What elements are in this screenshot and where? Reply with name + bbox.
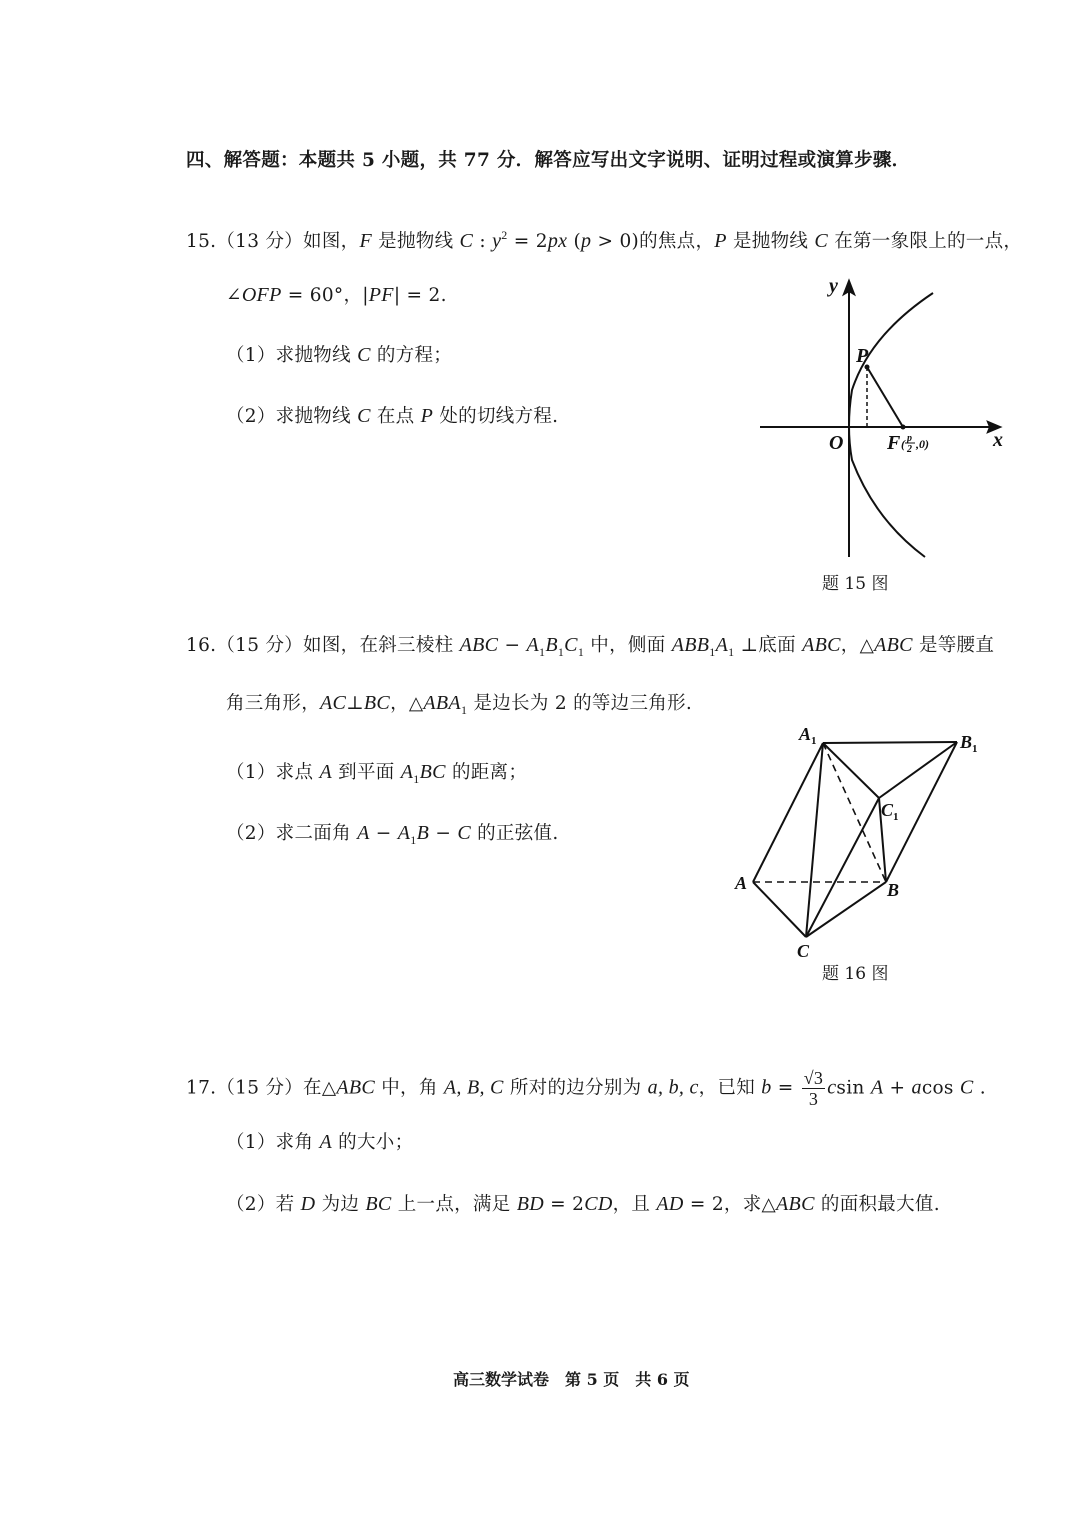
math-symbol: C <box>959 1076 974 1099</box>
F-open-paren: ( <box>901 437 905 451</box>
text-segment: − <box>429 823 458 844</box>
text-segment: − <box>369 823 398 844</box>
vertex-A1-label: $A_1$ <box>799 724 817 747</box>
math-symbol: AD <box>656 1193 684 1215</box>
math-subscript: 1 <box>539 645 546 659</box>
fraction-numerator: √3 <box>803 1068 824 1088</box>
F-coord-rest: ,0) <box>916 437 929 451</box>
point-F-label: F <box>887 432 901 454</box>
math-subscript: 1 <box>413 772 420 786</box>
text-segment: − <box>498 635 527 656</box>
vertex-C-label: C <box>797 941 810 961</box>
math-symbol: OFP <box>241 284 282 306</box>
math-symbol: A <box>715 634 729 656</box>
math-symbol: C <box>814 230 829 252</box>
text-segment: （2）若 <box>226 1194 301 1215</box>
math-subscript: 1 <box>728 645 735 659</box>
math-symbol: C <box>457 822 471 844</box>
math-symbol: PF <box>368 284 394 306</box>
figure-16-prism <box>753 742 957 937</box>
math-symbol: ABA <box>423 692 461 714</box>
text-segment: 所对的边分别为 <box>503 1077 648 1099</box>
math-symbol: P <box>420 405 434 427</box>
text-segment: 16.（15 分）如图，在斜三棱柱 <box>186 635 460 656</box>
text-segment: + <box>883 1077 912 1099</box>
math-symbol: C <box>357 405 371 427</box>
text-segment: 的正弦值. <box>470 823 559 844</box>
math-symbol: ABC <box>776 1193 815 1215</box>
text-segment: ，△ <box>390 693 424 714</box>
math-symbol: BD <box>516 1193 544 1215</box>
text-segment: 上一点，满足 <box>391 1194 517 1215</box>
math-symbol: b <box>761 1076 772 1099</box>
text-segment: 四、解答题：本题共 5 小题，共 77 分．解答应写出文字说明、证明过程或演算步骤． <box>186 150 911 171</box>
y-axis-arrow <box>844 281 854 294</box>
text-segment: 15.（13 分）如图， <box>186 231 360 252</box>
math-symbol: a <box>911 1076 922 1099</box>
text-segment: ∠ <box>226 285 242 306</box>
text-segment: = 60°，| <box>281 285 369 306</box>
text-segment: = 2，求△ <box>683 1194 777 1215</box>
parabola-curve <box>849 293 933 557</box>
math-symbol: ABB <box>671 634 710 656</box>
math-symbol: a, b, c <box>647 1076 699 1099</box>
text-segment: = 2 <box>507 231 548 252</box>
math-symbol: px <box>547 230 568 252</box>
text-segment: 17.（15 分）在△ <box>186 1077 337 1099</box>
text-segment: 处的切线方程. <box>433 406 559 427</box>
text-segment: ，已知 <box>698 1077 762 1099</box>
segment-PF <box>867 367 903 427</box>
text-segment: | = 2. <box>393 285 447 306</box>
math-symbol: C <box>459 230 474 252</box>
point-F <box>901 425 906 430</box>
text-segment: 是抛物线 <box>371 231 460 252</box>
text-segment: sin <box>836 1077 871 1099</box>
math-symbol: BC <box>419 761 446 783</box>
text-segment: 的面积最大值. <box>814 1194 940 1215</box>
math-symbol: BC <box>365 1193 392 1215</box>
math-subscript: 1 <box>577 645 585 659</box>
math-symbol: A, B, C <box>443 1076 504 1099</box>
math-symbol: ABC <box>874 634 913 656</box>
text-segment: 角三角形， <box>226 693 321 714</box>
text-segment: 中，侧面 <box>584 635 672 656</box>
text-segment: ⊥底面 <box>734 635 803 656</box>
fraction-denominator: 3 <box>808 1089 819 1109</box>
vertex-A-label: A <box>735 873 748 893</box>
math-symbol: A <box>870 1076 884 1099</box>
text-segment: ⊥ <box>346 693 364 714</box>
text-segment: 的距离； <box>445 762 528 783</box>
text-segment: = <box>771 1077 800 1099</box>
origin-label: O <box>829 432 844 454</box>
text-segment: （1）求抛物线 <box>226 345 358 366</box>
math-symbol: A <box>400 761 414 783</box>
math-subscript: 1 <box>709 645 716 659</box>
text-segment: 中，角 <box>375 1077 444 1099</box>
math-symbol: y <box>492 230 502 252</box>
math-symbol: A <box>319 761 332 783</box>
math-symbol: BC <box>363 692 391 714</box>
math-symbol: A <box>357 822 370 844</box>
text-segment: （1）求角 <box>226 1132 320 1153</box>
math-symbol: C <box>357 344 371 366</box>
math-symbol: D <box>300 1193 316 1215</box>
text-segment: > 0)的焦点， <box>591 231 715 252</box>
text-segment: 到平面 <box>331 762 401 783</box>
math-symbol: c <box>827 1076 837 1099</box>
text-segment: 的方程； <box>370 345 453 366</box>
point-P-label: P <box>856 345 869 367</box>
x-axis-label: x <box>993 429 1003 451</box>
text-segment: （2）求二面角 <box>226 823 358 844</box>
text-segment: ，△ <box>840 635 875 656</box>
text-segment: cos <box>921 1077 960 1099</box>
figure-16-caption: 题 16 图 <box>822 964 889 984</box>
figure-15-caption: 题 15 图 <box>822 574 889 594</box>
text-segment: 是等腰直 <box>912 635 995 656</box>
text-segment: （1）求点 <box>226 762 320 783</box>
math-subscript: 1 <box>410 833 417 847</box>
page-footer: 高三数学试卷 第 5 页 共 6 页 <box>453 1370 690 1389</box>
math-symbol: C <box>564 634 578 656</box>
y-axis-label: y <box>829 275 838 297</box>
text-segment: . <box>973 1077 986 1099</box>
text-segment: 是边长为 2 的等边三角形. <box>467 693 693 714</box>
text-segment: = 2 <box>543 1194 585 1215</box>
math-symbol: AC <box>320 692 347 714</box>
math-supscript: 2 <box>501 228 508 242</box>
math-symbol: CD <box>584 1193 613 1215</box>
text-segment: 是抛物线 <box>726 231 815 252</box>
text-segment: 为边 <box>315 1194 366 1215</box>
text-segment: 的大小； <box>331 1132 414 1153</box>
math-symbol: ABC <box>336 1076 376 1099</box>
math-symbol: F <box>359 230 372 252</box>
text-segment: ，且 <box>612 1194 657 1215</box>
text-segment: ( <box>567 231 582 252</box>
text-segment: 在第一象限上的一点， <box>828 231 1023 252</box>
F-coord-numerator: p <box>907 433 912 444</box>
math-symbol: B <box>416 822 430 844</box>
math-symbol: ABC <box>802 634 841 656</box>
math-symbol: A <box>397 822 411 844</box>
F-coord-denominator: 2 <box>907 444 912 455</box>
text-segment: : <box>473 231 493 252</box>
math-subscript: 1 <box>460 703 468 717</box>
math-symbol: A <box>319 1131 332 1153</box>
math-symbol: p <box>581 230 592 252</box>
vertex-B-label: B <box>887 880 900 900</box>
math-symbol: B <box>545 634 558 656</box>
text-segment: （2）求抛物线 <box>226 406 358 427</box>
text-segment: 在点 <box>370 406 421 427</box>
math-subscript: 1 <box>557 645 565 659</box>
math-symbol: ABC <box>459 634 499 656</box>
math-symbol: A <box>526 634 540 656</box>
math-symbol: P <box>714 230 727 252</box>
vertex-C1-label: $C_1$ <box>881 800 899 823</box>
vertex-B1-label: $B_1$ <box>960 732 978 755</box>
